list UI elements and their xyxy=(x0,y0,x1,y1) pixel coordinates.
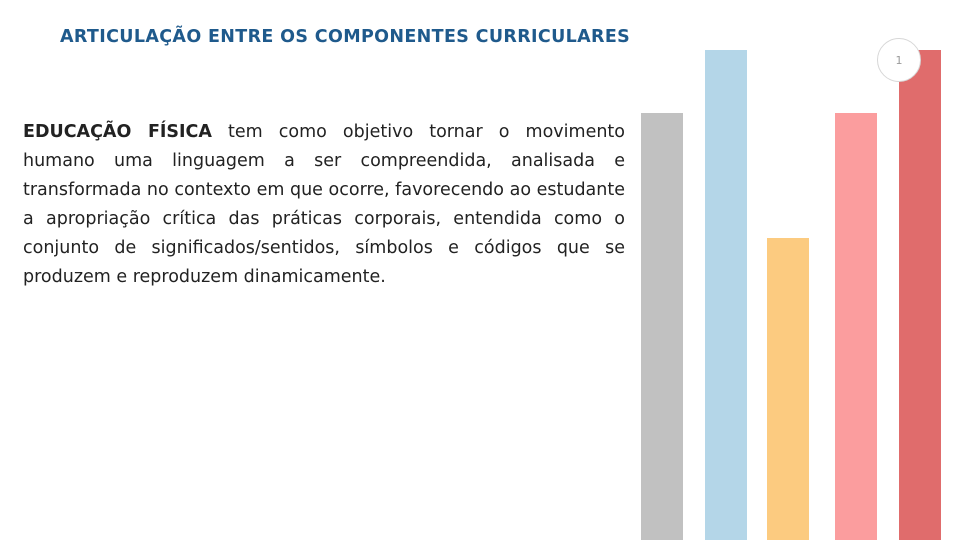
body-paragraph xyxy=(23,118,625,292)
decorative-bar-red xyxy=(899,50,941,540)
decorative-bar-orange xyxy=(767,238,809,540)
slide-title: ARTICULAÇÃO ENTRE OS COMPONENTES CURRICULARES xyxy=(60,27,631,47)
page-number-badge xyxy=(877,38,921,82)
body-lead: EDUCAÇÃO FÍSICA xyxy=(23,122,212,142)
page-number: 1 xyxy=(895,53,903,67)
decorative-bar-pink xyxy=(835,113,877,540)
body-text: tem como objetivo tornar o movimento humano uma linguagem a ser compreendida, analisada e transformada no contexto em que ocorre, favorecendo ao estudante a apropriação crítica das práticas corporais, entendida como o conjunto de significados/sentidos, símbolos e códigos que se produzem e reproduzem dinamicamente. xyxy=(23,122,625,287)
decorative-bar-gray xyxy=(641,113,683,540)
decorative-bar-blue xyxy=(705,50,747,540)
